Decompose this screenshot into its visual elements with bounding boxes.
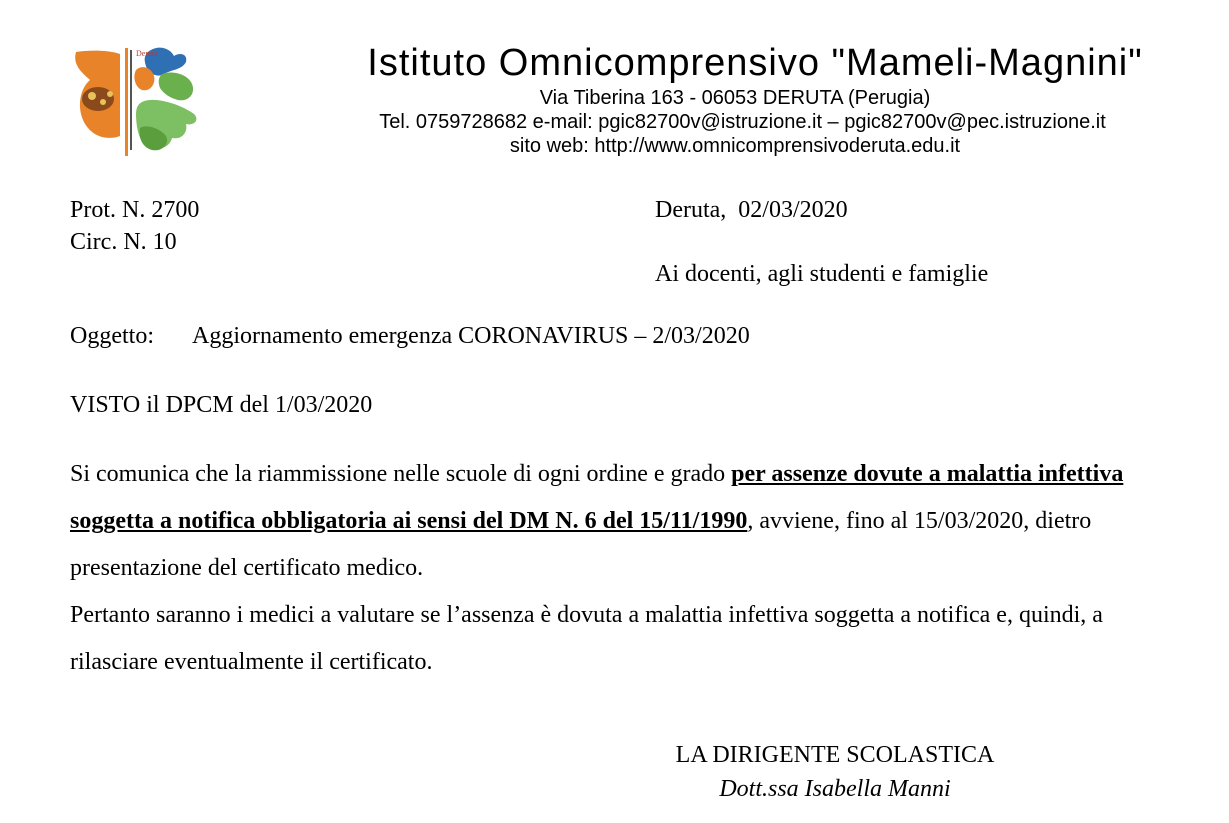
paragraph-2: Pertanto saranno i medici a valutare se l’assenza è dovuta a malattia infettiva soggetta a notifica e, quindi, a rilasciare eventualmente il certificato.	[70, 602, 1103, 675]
signature-name: Dott.ssa Isabella Manni	[719, 776, 951, 802]
paragraph-1-end: , avviene, fino al 15/03/2020, dietro presentazione del certificato medico.	[70, 508, 1092, 581]
school-logo	[70, 44, 200, 159]
letter-body	[70, 451, 1180, 686]
recipients: Ai docenti, agli studenti e famiglie	[655, 261, 989, 287]
signature-role: LA DIRIGENTE SCOLASTICA	[675, 742, 995, 768]
visto-line: VISTO il DPCM del 1/03/2020	[70, 392, 373, 418]
circular-number: Circ. N. 10	[70, 229, 177, 255]
institute-address: Via Tiberina 163 - 06053 DERUTA (Perugia)	[539, 87, 931, 109]
institute-website: sito web: http://www.omnicomprensivoderuta.edu.it	[509, 135, 961, 157]
letterhead	[240, 40, 1229, 158]
institute-contacts: Tel. 0759728682 e-mail: pgic82700v@istruzione.it – pgic82700v@pec.istruzione.it	[379, 111, 1106, 133]
place-date: Deruta, 02/03/2020	[655, 197, 848, 223]
subject-label: Oggetto:	[70, 323, 154, 349]
subject-text: Aggiornamento emergenza CORONAVIRUS – 2/03/2020	[192, 323, 750, 349]
paragraph-1-start: Si comunica che la riammissione nelle scuole di ogni ordine e grado	[70, 461, 732, 487]
institute-title: Istituto Omnicomprensivo "Mameli-Magnini"	[367, 42, 1143, 84]
signature-block	[640, 738, 1030, 806]
school-logo-graphic	[70, 44, 200, 159]
paragraph-1-emphasis: per assenze dovute a malattia infettiva soggetta a notifica obbligatoria ai sensi del DM N. 6 del 15/11/1990	[70, 461, 1124, 534]
protocol-number: Prot. N. 2700	[70, 197, 200, 223]
paragraph-1	[70, 451, 1180, 592]
logo-side-text: Deruta	[136, 49, 158, 58]
